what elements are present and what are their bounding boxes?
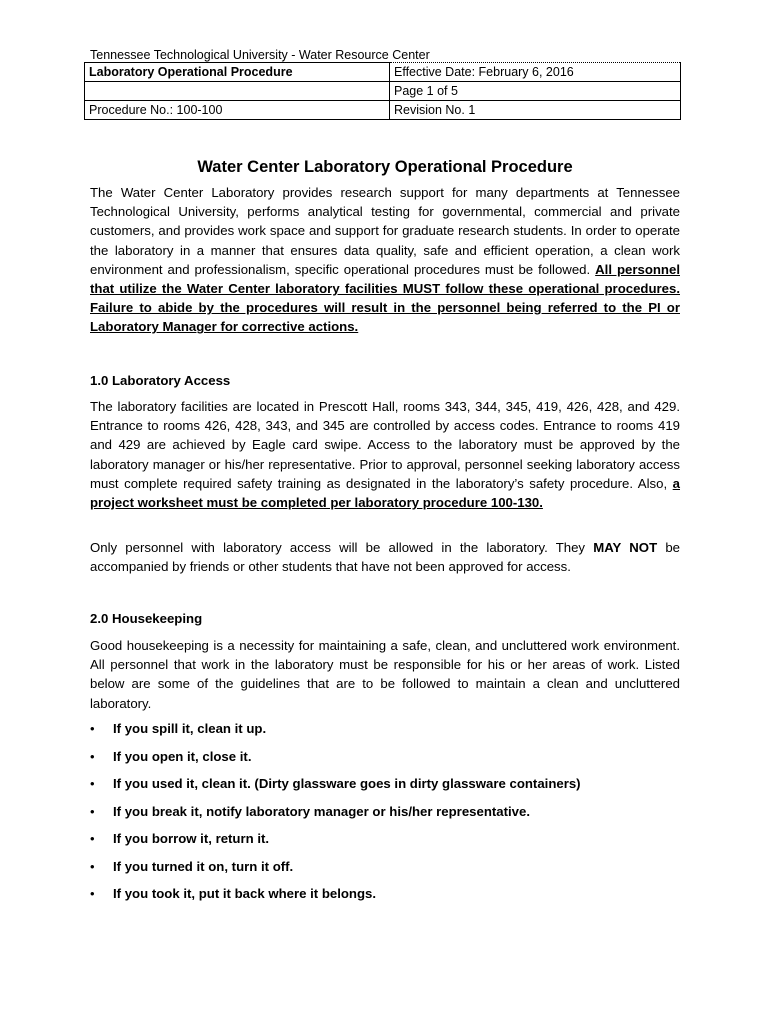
organization-name: Tennessee Technological University - Water Resource Center <box>90 48 430 62</box>
intro-emphasis: All personnel that utilize the Water Center laboratory facilities MUST follow these operational procedures. Failure to abide by the procedures will result in the personnel being referred to the PI or Laboratory Manager for corrective actions. <box>90 261 680 335</box>
intro-paragraph <box>90 183 680 337</box>
bullet-icon: • <box>90 886 95 901</box>
guideline-item <box>90 829 680 857</box>
procedure-header-table <box>84 62 681 120</box>
page-number: Page 1 of 5 <box>390 82 681 101</box>
guideline-text: If you used it, clean it. (Dirty glassware goes in dirty glassware containers) <box>113 776 581 791</box>
guideline-text: If you open it, close it. <box>113 748 252 764</box>
access-text: The laboratory facilities are located in Prescott Hall, rooms 343, 344, 345, 419, 426, 428, and 429. Entrance to rooms 426, 428, 343, and 345 are controlled by access codes. Entrance to rooms 419 and 429 are achieved by Eagle card swipe. Access to the laboratory must be approved by the laboratory manager or his/her representative. Prior to approval, personnel seeking laboratory access must complete required safety training as designated in the laboratory’s safety procedure. Also, <box>90 399 680 491</box>
guideline-item <box>90 747 680 775</box>
guideline-item <box>90 857 680 885</box>
procedure-title: Laboratory Operational Procedure <box>89 65 293 79</box>
intro-text: The Water Center Laboratory provides research support for many departments at Tennessee Technological University, performs analytical testing for governmental, commercial and private customers, and provides work space and support for graduate research students. In order to operate the laboratory in a manner that ensures data quality, safe and efficient operation, a clean work environment and professionalism, specific operational procedures must be followed. <box>90 185 680 277</box>
guideline-item <box>90 884 680 912</box>
blank-cell <box>85 82 390 101</box>
guideline-text: If you turned it on, turn it off. <box>113 858 294 874</box>
housekeeping-guidelines-list <box>90 719 680 912</box>
bullet-icon: • <box>90 803 95 819</box>
bullet-icon: • <box>90 721 95 736</box>
visitors-bold: MAY NOT <box>593 540 658 555</box>
bullet-icon: • <box>90 831 95 846</box>
access-emphasis: a project worksheet must be completed per laboratory procedure 100-130. <box>90 475 680 511</box>
guideline-item <box>90 802 680 830</box>
bullet-icon: • <box>90 748 95 764</box>
visitors-text-before: Only personnel with laboratory access will be allowed in the laboratory. They <box>90 540 594 555</box>
visitors-text-after: be accompanied by friends or other students that have not been approved for access. <box>90 540 680 575</box>
procedure-title-cell <box>85 63 390 82</box>
guideline-text: If you break it, notify laboratory manager or his/her representative. <box>113 803 530 819</box>
document-title: Water Center Laboratory Operational Procedure <box>197 158 573 176</box>
revision-number: Revision No. 1 <box>390 101 681 120</box>
effective-date: Effective Date: February 6, 2016 <box>390 63 681 82</box>
section-1-paragraph-2 <box>90 538 680 576</box>
guideline-text: If you borrow it, return it. <box>113 831 270 846</box>
section-2-heading: 2.0 Housekeeping <box>90 611 203 626</box>
guideline-item <box>90 719 680 747</box>
section-2-paragraph: Good housekeeping is a necessity for maintaining a safe, clean, and uncluttered work environment. All personnel that work in the laboratory must be responsible for his or her areas of work. Listed below are some of the guidelines that are to be followed to maintain a clean and uncluttered laboratory. <box>90 638 680 711</box>
procedure-number: Procedure No.: 100-100 <box>85 101 390 120</box>
guideline-text: If you spill it, clean it up. <box>113 721 267 736</box>
guideline-item <box>90 774 680 802</box>
section-1-heading: 1.0 Laboratory Access <box>90 373 231 388</box>
section-1-paragraph-1 <box>90 397 680 512</box>
bullet-icon: • <box>90 776 95 791</box>
guideline-text: If you took it, put it back where it belongs. <box>113 886 377 901</box>
bullet-icon: • <box>90 858 95 874</box>
